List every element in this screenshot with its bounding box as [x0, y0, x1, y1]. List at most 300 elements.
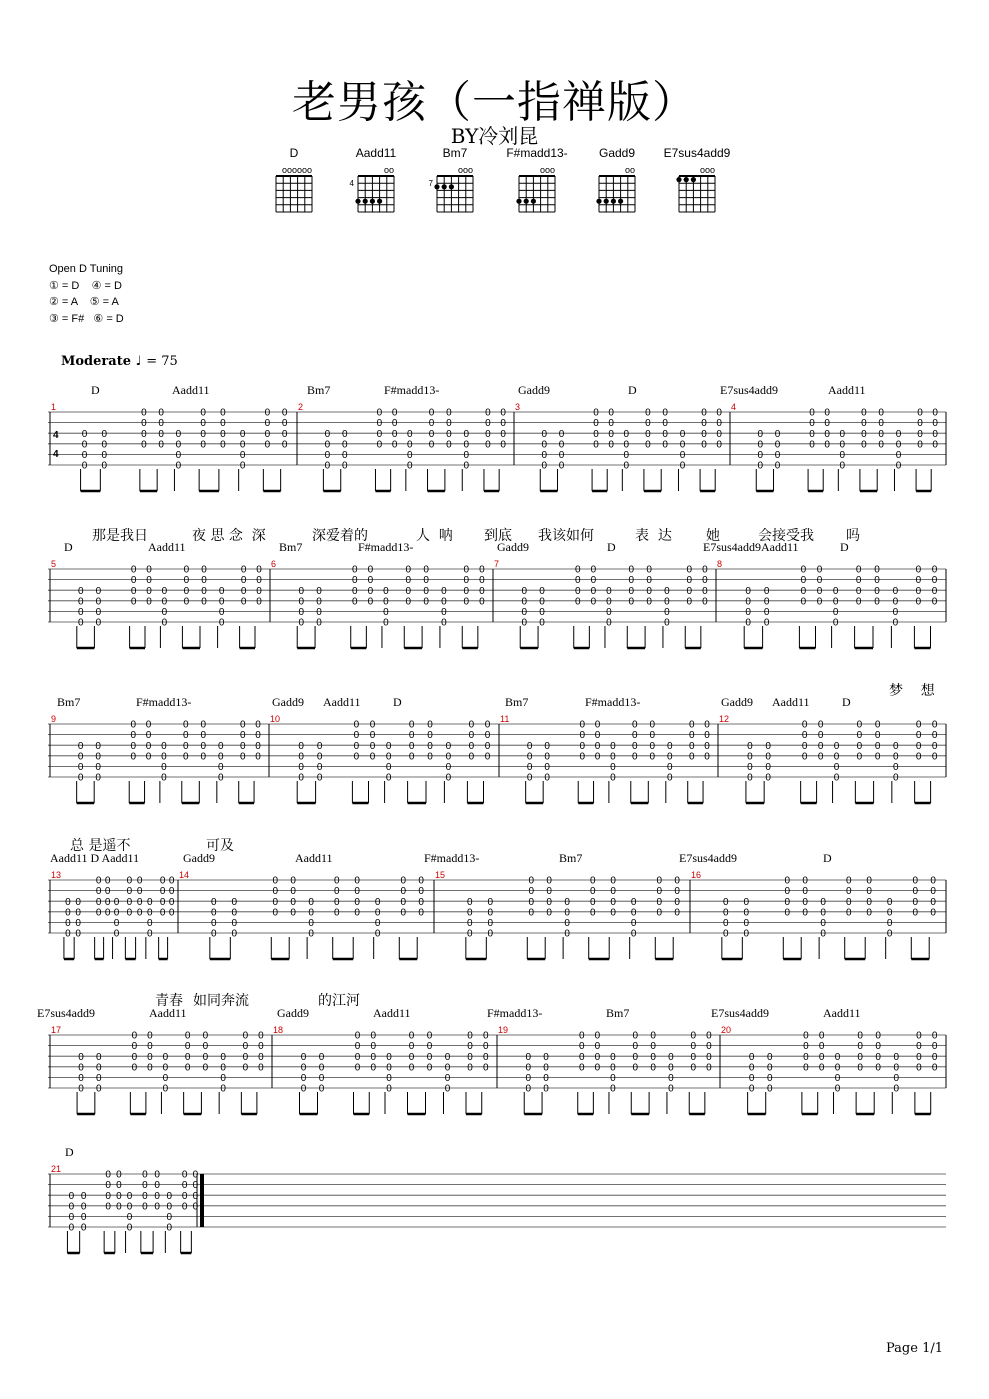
- fret-digit: 0: [845, 896, 852, 908]
- fret-digit: 0: [886, 907, 893, 919]
- fret-digit: 0: [930, 886, 936, 898]
- fret-digit: 0: [126, 875, 133, 887]
- fret-digit: 0: [376, 428, 383, 440]
- fret-digit: 0: [182, 719, 189, 731]
- fret-digit: 0: [590, 575, 597, 587]
- fret-digit: 0: [931, 596, 938, 608]
- fret-digit: 0: [75, 918, 81, 929]
- fret-digit: 0: [706, 1062, 712, 1074]
- fret-digit: 0: [316, 740, 323, 752]
- fret-digit: 0: [408, 1062, 415, 1074]
- fret-digit: 0: [68, 1190, 75, 1202]
- fret-digit: 0: [218, 751, 224, 763]
- fret-digit: 0: [95, 772, 101, 784]
- fret-digit: 0: [192, 1180, 199, 1192]
- fret-digit: 0: [116, 1180, 122, 1192]
- fret-digit: 0: [391, 418, 398, 430]
- fret-digit: 0: [893, 751, 899, 763]
- fret-digit: 0: [369, 730, 376, 742]
- fret-digit: 0: [298, 740, 304, 752]
- fret-digit: 0: [817, 719, 824, 731]
- fret-digit: 0: [354, 1041, 361, 1053]
- fret-digit: 0: [95, 740, 101, 752]
- bar-number: 3: [515, 402, 521, 412]
- fret-digit: 0: [136, 907, 143, 919]
- chord-name: E7sus4add9: [720, 383, 778, 397]
- fret-digit: 0: [765, 762, 771, 773]
- fret-digit: 0: [281, 407, 288, 419]
- fret-digit: 0: [341, 450, 348, 461]
- fret-digit: 0: [765, 772, 771, 784]
- fret-digit: 0: [101, 460, 108, 472]
- fret-digit: 0: [444, 1073, 451, 1084]
- fret-digit: 0: [662, 439, 668, 451]
- fret-digit: 0: [915, 585, 922, 597]
- fret-digit: 0: [95, 617, 102, 629]
- fret-digit: 0: [892, 596, 899, 608]
- fret-digit: 0: [931, 740, 938, 752]
- fret-digit: 0: [175, 428, 182, 440]
- fret-digit: 0: [895, 428, 902, 440]
- fret-digit: 0: [526, 751, 533, 763]
- fret-digit: 0: [528, 896, 535, 908]
- fret-digit: 0: [367, 575, 374, 587]
- fret-digit: 0: [893, 740, 899, 752]
- fret-digit: 0: [839, 428, 846, 440]
- fret-digit: 0: [145, 740, 152, 752]
- fret-digit: 0: [351, 564, 358, 576]
- fret-digit: 0: [895, 439, 902, 451]
- fret-digit: 0: [623, 450, 630, 461]
- fret-digit: 0: [479, 575, 485, 587]
- fret-digit: 0: [318, 1073, 325, 1084]
- fret-digit: 0: [426, 1041, 433, 1053]
- fret-digit: 0: [763, 585, 770, 597]
- fret-digit: 0: [113, 896, 120, 908]
- fret-digit: 0: [857, 1030, 863, 1042]
- fret-digit: 0: [353, 751, 360, 763]
- bar-number: 9: [51, 714, 57, 724]
- lyric: 深爱着的: [312, 528, 368, 544]
- fret-digit: 0: [866, 875, 872, 887]
- fret-digit: 0: [809, 428, 815, 440]
- fret-digit: 0: [874, 585, 880, 597]
- fret-digit: 0: [240, 575, 247, 587]
- fret-digit: 0: [131, 1062, 138, 1074]
- fret-digit: 0: [743, 918, 750, 929]
- fret-digit: 0: [817, 751, 824, 763]
- chord-name: Bm7: [279, 540, 303, 554]
- fret-digit: 0: [745, 617, 751, 629]
- fret-digit: 0: [95, 907, 102, 919]
- fret-digit: 0: [383, 607, 389, 618]
- fret-digit: 0: [353, 740, 360, 752]
- fret-digit: 0: [255, 719, 261, 731]
- fret-digit: 0: [664, 607, 670, 618]
- fret-digit: 0: [80, 1190, 87, 1202]
- fret-digit: 0: [875, 1062, 881, 1074]
- fret-digit: 0: [290, 875, 296, 887]
- fret-digit: 0: [445, 762, 452, 773]
- fret-digit: 0: [579, 751, 586, 763]
- fret-digit: 0: [130, 585, 137, 597]
- fret-digit: 0: [147, 1041, 153, 1053]
- chord-name: Aadd11: [823, 1006, 861, 1020]
- chord-name: F#madd13-: [585, 695, 641, 709]
- open-strings: oooooo: [281, 165, 312, 175]
- fret-digit: 0: [175, 460, 182, 472]
- fret-digit: 0: [608, 418, 614, 430]
- fret-digit: 0: [623, 439, 630, 451]
- fret-digit: 0: [487, 907, 494, 919]
- fret-digit: 0: [316, 751, 323, 763]
- fret-digit: 0: [674, 875, 680, 887]
- tuning-line: ③ = F# ⑥ = D: [49, 312, 124, 325]
- fret-digit: 0: [78, 1062, 84, 1074]
- tab-staff: [0, 564, 989, 669]
- bar-number: 20: [721, 1025, 732, 1035]
- fret-digit: 0: [606, 617, 612, 629]
- fret-digit: 0: [154, 1180, 160, 1192]
- fret-digit: 0: [218, 585, 225, 597]
- fret-digit: 0: [427, 751, 433, 763]
- fret-digit: 0: [702, 564, 708, 576]
- fret-digit: 0: [866, 896, 872, 908]
- fret-digit: 0: [816, 564, 823, 576]
- tempo-value: = 75: [146, 354, 178, 369]
- fret-digit: 0: [521, 585, 528, 597]
- fret-digit: 0: [391, 407, 398, 419]
- fret-digit: 0: [818, 1051, 825, 1063]
- fret-digit: 0: [748, 1062, 755, 1074]
- fret-digit: 0: [801, 751, 808, 763]
- fret-digit: 0: [766, 1073, 773, 1084]
- fret-digit: 0: [308, 918, 314, 929]
- fret-digit: 0: [183, 585, 190, 597]
- fret-digit: 0: [594, 1041, 601, 1053]
- fret-digit: 0: [857, 1051, 863, 1063]
- fret-digit: 0: [428, 428, 435, 440]
- fret-digit: 0: [526, 740, 533, 752]
- fret-digit: 0: [218, 617, 225, 629]
- fret-digit: 0: [256, 596, 262, 608]
- fret-digit: 0: [646, 585, 652, 597]
- fret-digit: 0: [594, 1062, 601, 1074]
- chord-name: D: [64, 540, 73, 554]
- chord-name: Gadd9: [518, 383, 550, 397]
- fret-digit: 0: [376, 407, 383, 419]
- fret-digit: 0: [181, 1169, 188, 1181]
- fret-digit: 0: [757, 450, 764, 461]
- fret-number: 7: [428, 179, 433, 188]
- lyric: 总 是遥不: [70, 838, 131, 854]
- fret-digit: 0: [463, 575, 470, 587]
- quarter-note-icon: ♩: [135, 354, 142, 369]
- fret-digit: 0: [281, 439, 288, 451]
- fret-digit: 0: [264, 407, 271, 419]
- bar-number: 8: [717, 559, 723, 569]
- fret-digit: 0: [525, 1051, 532, 1063]
- fret-digit: 0: [418, 907, 424, 919]
- fret-digit: 0: [370, 1051, 377, 1063]
- fret-digit: 0: [168, 896, 175, 908]
- tuning-line: ② = A ⑤ = A: [49, 296, 119, 308]
- fret-digit: 0: [892, 585, 899, 597]
- fret-digit: 0: [367, 564, 374, 576]
- fret-digit: 0: [463, 428, 470, 440]
- fret-digit: 0: [264, 439, 271, 451]
- fret-digit: 0: [444, 1062, 451, 1074]
- fret-digit: 0: [142, 1190, 148, 1202]
- fret-digit: 0: [482, 1041, 489, 1053]
- fret-digit: 0: [631, 730, 638, 742]
- bar-number: 5: [51, 559, 57, 569]
- bar-number: 2: [298, 402, 304, 412]
- fret-digit: 0: [628, 585, 635, 597]
- fret-digit: 0: [610, 907, 616, 919]
- fret-digit: 0: [182, 751, 189, 763]
- fret-digit: 0: [679, 450, 686, 461]
- fret-digit: 0: [594, 719, 601, 731]
- chord-name: Aadd11: [828, 383, 866, 397]
- fret-digit: 0: [441, 596, 447, 608]
- fret-digit: 0: [104, 907, 111, 919]
- fret-digit: 0: [578, 1062, 585, 1074]
- fret-digit: 0: [258, 1051, 264, 1063]
- fret-digit: 0: [774, 460, 781, 472]
- fret-digit: 0: [316, 772, 323, 784]
- fret-digit: 0: [631, 719, 638, 731]
- fret-digit: 0: [500, 428, 506, 440]
- fret-digit: 0: [886, 928, 893, 940]
- fret-digit: 0: [408, 1030, 415, 1042]
- fret-digit: 0: [126, 907, 133, 919]
- fret-digit: 0: [105, 1180, 111, 1192]
- fret-digit: 0: [610, 762, 616, 773]
- fret-digit: 0: [96, 1062, 102, 1074]
- fret-digit: 0: [543, 1062, 549, 1074]
- fret-digit: 0: [231, 896, 238, 908]
- fret-digit: 0: [525, 1073, 532, 1084]
- fret-digit: 0: [468, 719, 475, 731]
- fret-digit: 0: [463, 585, 470, 597]
- fret-digit: 0: [915, 740, 922, 752]
- fret-digit: 0: [386, 1051, 392, 1063]
- fret-digit: 0: [104, 875, 111, 887]
- fret-digit: 0: [539, 596, 545, 608]
- fret-digit: 0: [182, 730, 189, 742]
- fret-digit: 0: [748, 1051, 755, 1063]
- chord-name: D: [91, 383, 100, 397]
- fret-digit: 0: [610, 886, 616, 898]
- fret-digit: 0: [202, 1051, 209, 1063]
- fret-digit: 0: [374, 896, 381, 908]
- fret-digit: 0: [130, 719, 137, 731]
- fret-digit: 0: [95, 596, 102, 608]
- fret-digit: 0: [541, 450, 548, 461]
- fret-digit: 0: [932, 439, 938, 451]
- fret-digit: 0: [95, 585, 102, 597]
- fret-digit: 0: [386, 1062, 392, 1074]
- chord-chart-5: [662, 146, 732, 220]
- fret-digit: 0: [298, 762, 304, 773]
- fret-digit: 0: [931, 730, 938, 742]
- fret-digit: 0: [116, 1190, 122, 1202]
- fret-digit: 0: [202, 1062, 209, 1074]
- fret-digit: 0: [218, 772, 224, 784]
- fret-digit: 0: [574, 575, 581, 587]
- fret-digit: 0: [182, 740, 189, 752]
- fret-digit: 0: [834, 1073, 841, 1084]
- fret-digit: 0: [341, 460, 348, 472]
- fret-digit: 0: [467, 896, 473, 908]
- fret-digit: 0: [818, 1041, 825, 1053]
- fret-digit: 0: [408, 730, 415, 742]
- fret-digit: 0: [589, 875, 596, 887]
- fret-digit: 0: [650, 1030, 656, 1042]
- fret-digit: 0: [861, 418, 867, 430]
- chord-name: F#madd13-: [358, 540, 414, 554]
- fret-digit: 0: [200, 751, 207, 763]
- fret-digit: 0: [784, 875, 791, 887]
- fret-digit: 0: [136, 875, 143, 887]
- fret-digit: 0: [104, 886, 111, 898]
- fret-digit: 0: [298, 596, 305, 608]
- chord-name: Gadd9: [183, 851, 215, 865]
- fret-digit: 0: [743, 928, 750, 940]
- fret-digit: 0: [628, 575, 635, 587]
- fret-digit: 0: [874, 564, 880, 576]
- fret-digit: 0: [631, 751, 638, 763]
- fret-digit: 0: [915, 719, 922, 731]
- fret-digit: 0: [426, 1051, 433, 1063]
- fret-digit: 0: [589, 907, 596, 919]
- fret-digit: 0: [662, 418, 668, 430]
- fret-digit: 0: [374, 907, 381, 919]
- fret-digit: 0: [861, 439, 867, 451]
- fret-digit: 0: [500, 439, 506, 451]
- fret-digit: 0: [423, 596, 429, 608]
- fret-digit: 0: [521, 596, 528, 608]
- bar-number: 13: [51, 870, 62, 880]
- fret-digit: 0: [184, 1062, 191, 1074]
- lyric: 我该如何: [538, 528, 594, 544]
- fret-digit: 0: [161, 751, 167, 763]
- arranger-credit: BY冷刘昆: [450, 124, 539, 148]
- svg-text:4: 4: [53, 449, 59, 460]
- fret-digit: 0: [158, 428, 164, 440]
- fret-digit: 0: [528, 907, 535, 919]
- fret-digit: 0: [656, 875, 663, 887]
- fret-digit: 0: [201, 585, 207, 597]
- fret-digit: 0: [723, 896, 729, 908]
- fret-digit: 0: [487, 918, 494, 929]
- fret-digit: 0: [386, 1073, 392, 1084]
- fret-digit: 0: [369, 751, 376, 763]
- fret-digit: 0: [485, 439, 491, 451]
- fret-digit: 0: [833, 740, 840, 752]
- fret-digit: 0: [220, 439, 226, 451]
- fret-digit: 0: [701, 407, 707, 419]
- fret-digit: 0: [574, 585, 581, 597]
- open-strings: ooo: [539, 165, 555, 175]
- fret-digit: 0: [704, 730, 710, 742]
- lyric: 吗: [846, 528, 860, 544]
- fret-digit: 0: [391, 439, 398, 451]
- fret-digit: 0: [374, 928, 381, 940]
- fret-digit: 0: [679, 460, 686, 472]
- fret-digit: 0: [774, 428, 781, 440]
- fret-digit: 0: [564, 928, 570, 940]
- fret-digit: 0: [467, 928, 473, 940]
- fret-digit: 0: [650, 1041, 656, 1053]
- fret-digit: 0: [667, 740, 673, 752]
- fret-digit: 0: [231, 907, 238, 919]
- fret-digit: 0: [239, 730, 246, 742]
- fret-digit: 0: [444, 1083, 451, 1095]
- lyric: 会接受我: [758, 528, 814, 544]
- fret-digit: 0: [645, 407, 651, 419]
- fret-digit: 0: [931, 1030, 938, 1042]
- fret-digit: 0: [818, 1030, 825, 1042]
- fret-digit: 0: [579, 730, 586, 742]
- fret-digit: 0: [467, 1051, 473, 1063]
- fret-digit: 0: [255, 751, 261, 763]
- fret-digit: 0: [839, 450, 846, 461]
- fret-digit: 0: [645, 439, 651, 451]
- fret-digit: 0: [690, 1051, 697, 1063]
- fret-digit: 0: [915, 730, 922, 742]
- fret-digit: 0: [594, 751, 601, 763]
- chord-chart-name: Aadd11: [355, 146, 397, 160]
- fret-digit: 0: [383, 585, 389, 597]
- fret-digit: 0: [747, 751, 753, 763]
- fret-digit: 0: [874, 596, 880, 608]
- fret-digit: 0: [650, 1062, 656, 1074]
- fret-digit: 0: [181, 1180, 188, 1192]
- fret-digit: 0: [183, 596, 190, 608]
- fret-digit: 0: [300, 1083, 307, 1095]
- fret-digit: 0: [630, 928, 637, 940]
- fret-digit: 0: [318, 1062, 325, 1074]
- fret-digit: 0: [606, 596, 612, 608]
- fret-digit: 0: [610, 740, 616, 752]
- fret-digit: 0: [706, 1051, 712, 1063]
- fret-digit: 0: [702, 585, 708, 597]
- fret-digit: 0: [679, 439, 686, 451]
- fret-digit: 0: [801, 730, 808, 742]
- fret-digit: 0: [649, 740, 656, 752]
- chord-name: Bm7: [606, 1006, 630, 1020]
- fret-digit: 0: [543, 1073, 549, 1084]
- chord-name: D: [842, 695, 851, 709]
- fret-digit: 0: [220, 428, 226, 440]
- fret-digit: 0: [839, 439, 846, 451]
- fret-digit: 0: [916, 1030, 922, 1042]
- chord-name: E7sus4add9Aadd11: [703, 540, 799, 554]
- fret-digit: 0: [126, 1201, 133, 1213]
- fret-digit: 0: [803, 1041, 809, 1053]
- fret-digit: 0: [376, 418, 383, 430]
- fret-digit: 0: [354, 886, 360, 898]
- fret-digit: 0: [632, 1041, 639, 1053]
- fret-digit: 0: [441, 617, 447, 629]
- fret-digit: 0: [231, 918, 238, 929]
- fret-digit: 0: [175, 439, 182, 451]
- chord-chart-2: [420, 146, 490, 220]
- fret-digit: 0: [521, 607, 528, 618]
- fret-digit: 0: [932, 407, 938, 419]
